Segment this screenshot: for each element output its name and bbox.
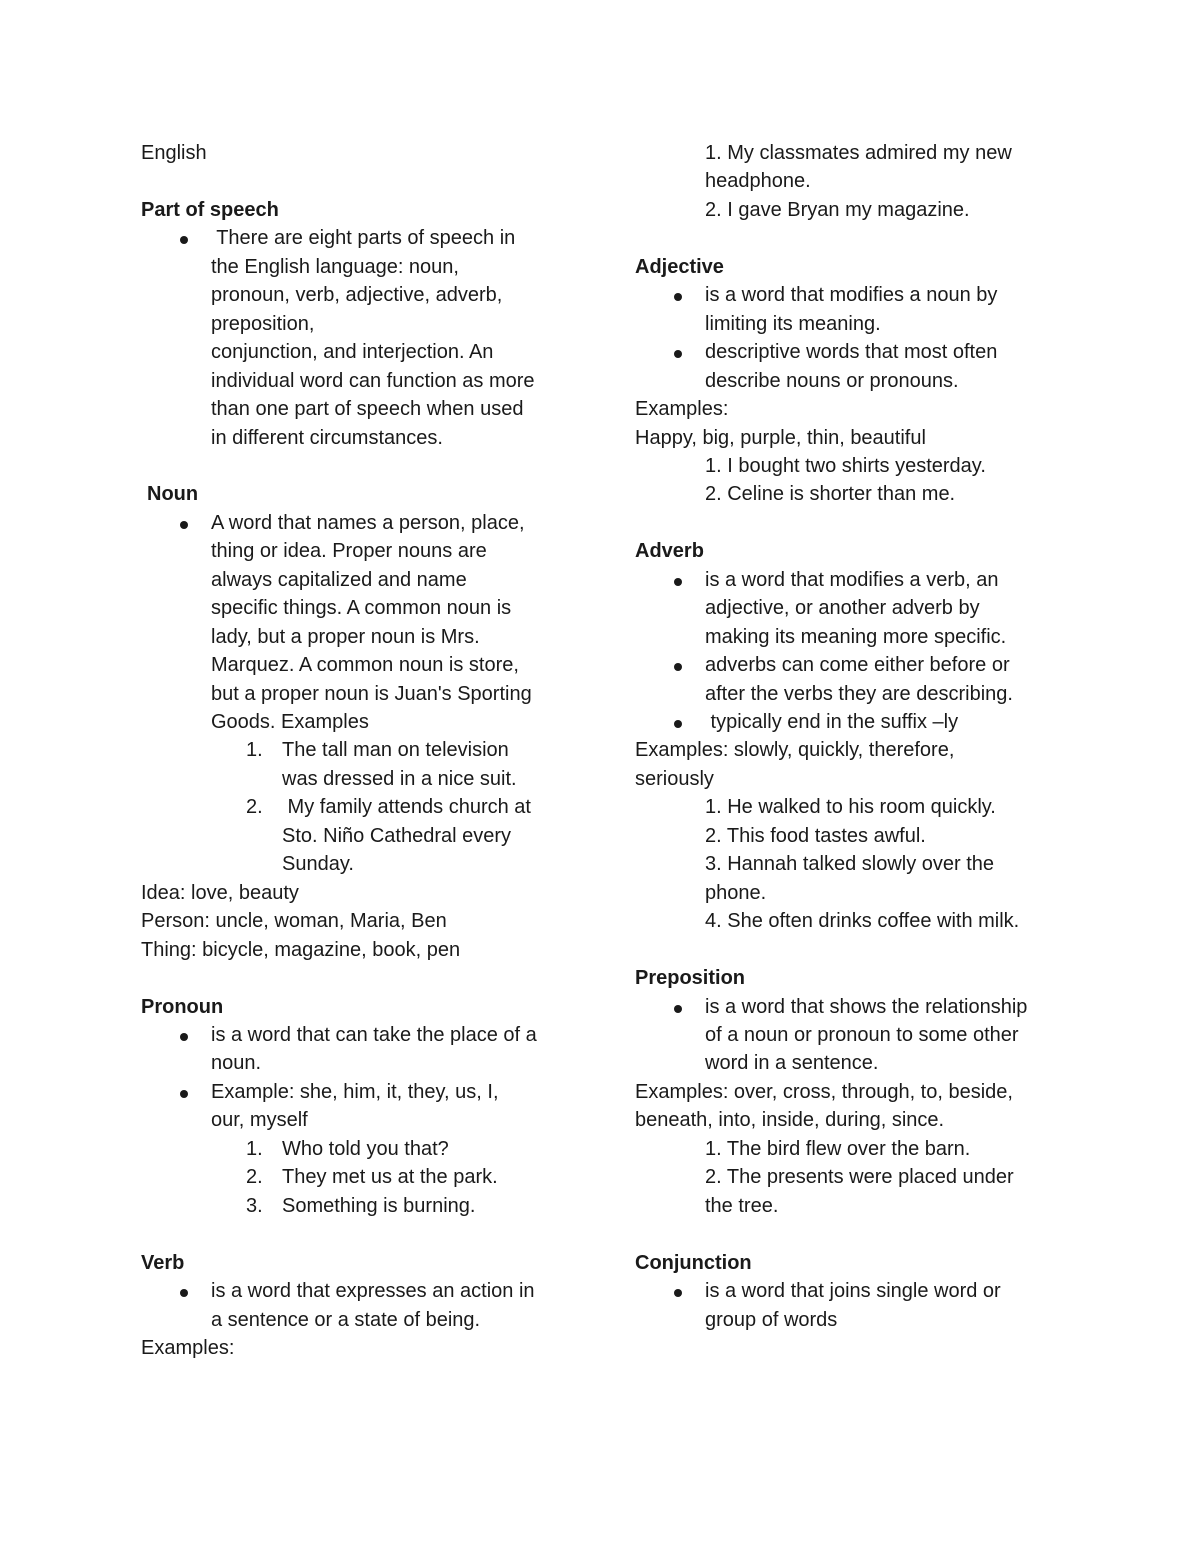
numbered-item: 2. They met us at the park.	[246, 1166, 498, 1189]
adjective-example-line: 1. I bought two shirts yesterday.	[705, 454, 986, 477]
bullet-icon	[674, 663, 682, 671]
verb-example-line: headphone.	[705, 170, 811, 193]
list-item: is a word that modifies a verb, an adjective, or another adverb by making its meaning more specific.	[635, 566, 1065, 651]
list-item: is a word that joins single word or group of words	[635, 1277, 1065, 1334]
bullet-icon	[674, 293, 682, 301]
bullet-icon	[674, 1289, 682, 1297]
noun-idea-examples: Idea: love, beauty	[141, 881, 299, 904]
verb-example-line: 1. My classmates admired my new	[705, 142, 1012, 164]
heading-conjunction: Conjunction	[635, 1251, 752, 1274]
verb-example-line: 2. I gave Bryan my magazine.	[705, 198, 970, 221]
list-item: is a word that shows the relationship of a noun or pronoun to some other word in a sentence.	[635, 993, 1065, 1078]
bullet-icon	[674, 578, 682, 586]
numbered-item: 2. My family attends church at Sto. Niño Cathedral every Sunday.	[246, 796, 531, 876]
adjective-example-words: Happy, big, purple, thin, beautiful	[635, 426, 926, 449]
document-title: English	[141, 142, 207, 164]
bullet-icon	[674, 720, 682, 728]
heading-noun: Noun	[147, 483, 199, 506]
list-item: Example: she, him, it, they, us, I, our, myself	[141, 1078, 571, 1135]
heading-verb: Verb	[141, 1251, 185, 1274]
list-item: There are eight parts of speech in the English language: noun, pronoun, verb, adjective, adverb, preposition, conjunction, and interjection. An individual word can function as more than one part of speech when used in different circumstances.	[141, 224, 571, 452]
preposition-examples: Examples: over, cross, through, to, beside,	[635, 1080, 1013, 1103]
numbered-item: 1. The tall man on television was dressed in a nice suit.	[246, 739, 517, 790]
list-item: A word that names a person, place, thing or idea. Proper nouns are always capitalized and name specific things. A common noun is lady, but a proper noun is Mrs. Marquez. A common noun is store, but a proper noun is Juan's Sporting Goods. Examples	[141, 509, 571, 737]
bullet-icon	[180, 1090, 188, 1098]
left-column	[141, 139, 571, 1362]
list-item: descriptive words that most often describe nouns or pronouns.	[635, 338, 1065, 395]
heading-adverb: Adverb	[635, 540, 704, 563]
adjective-example-line: 2. Celine is shorter than me.	[705, 483, 956, 506]
adverb-examples: seriously	[635, 767, 714, 790]
adverb-example-line: phone.	[705, 881, 767, 904]
numbered-item: 1. Who told you that?	[246, 1137, 449, 1160]
noun-person-examples: Person: uncle, woman, Maria, Ben	[141, 910, 447, 933]
bullet-icon	[180, 1289, 188, 1297]
bullet-icon	[180, 1033, 188, 1041]
heading-preposition: Preposition	[635, 967, 746, 990]
list-item: adverbs can come either before or after the verbs they are describing.	[635, 651, 1065, 708]
heading-adjective: Adjective	[635, 255, 724, 278]
adverb-example-line: 4. She often drinks coffee with milk.	[705, 910, 1020, 933]
bullet-icon	[674, 1005, 682, 1013]
adjective-examples-label: Examples:	[635, 398, 729, 421]
preposition-example-line: the tree.	[705, 1194, 779, 1217]
noun-thing-examples: Thing: bicycle, magazine, book, pen	[141, 938, 461, 961]
preposition-examples: beneath, into, inside, during, since.	[635, 1109, 945, 1132]
adverb-example-line: 3. Hannah talked slowly over the	[705, 853, 995, 876]
right-column	[635, 139, 1065, 1334]
adverb-examples: Examples: slowly, quickly, therefore,	[635, 739, 955, 762]
list-item: is a word that can take the place of a noun.	[141, 1021, 571, 1078]
list-item: is a word that modifies a noun by limiting its meaning.	[635, 281, 1065, 338]
list-item: is a word that expresses an action in a sentence or a state of being.	[141, 1277, 571, 1334]
adverb-example-line: 2. This food tastes awful.	[705, 824, 926, 847]
heading-part-of-speech: Part of speech	[141, 198, 279, 221]
bullet-icon	[180, 521, 188, 529]
list-item: typically end in the suffix –ly	[635, 708, 1065, 736]
bullet-icon	[674, 350, 682, 358]
numbered-item: 3. Something is burning.	[246, 1194, 476, 1217]
adverb-example-line: 1. He walked to his room quickly.	[705, 796, 996, 819]
bullet-icon	[180, 236, 188, 244]
preposition-example-line: 1. The bird flew over the barn.	[705, 1137, 971, 1160]
heading-pronoun: Pronoun	[141, 995, 224, 1018]
verb-examples-label: Examples:	[141, 1336, 235, 1359]
preposition-example-line: 2. The presents were placed under	[705, 1166, 1014, 1189]
